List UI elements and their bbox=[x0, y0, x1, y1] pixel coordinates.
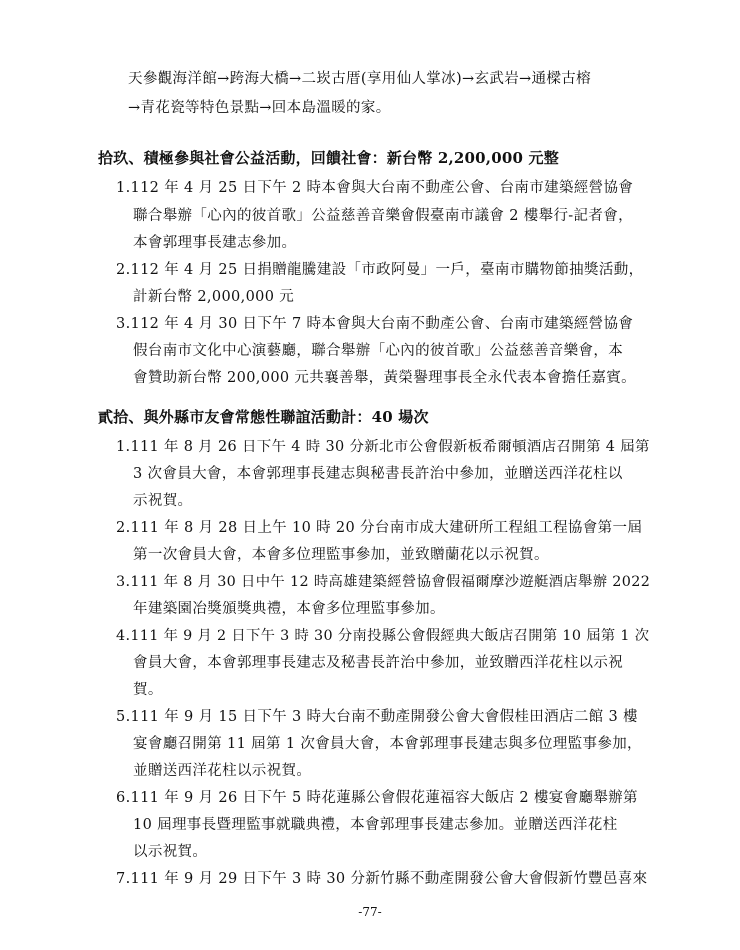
intro-line-1: 天參觀海洋館→跨海大橋→二崁古厝(享用仙人掌冰)→玄武岩→通樑古榕 bbox=[128, 71, 591, 87]
s20-item-4-line-3: 賀。 bbox=[133, 682, 163, 698]
s20-item-6-line-3: 以示祝賀。 bbox=[133, 844, 208, 860]
s20-item-5-line-1: 5.111 年 9 月 15 日下午 3 時大台南不動產開發公會大會假桂田酒店二館 3 樓 bbox=[116, 709, 638, 725]
s19-item-1-line-2: 聯合舉辦「心內的彼首歌」公益慈善音樂會假臺南市議會 2 樓舉行-記者會， bbox=[133, 208, 633, 224]
s20-item-2-line-2: 第一次會員大會，本會多位理監事參加，並致贈蘭花以示祝賀。 bbox=[133, 547, 549, 563]
s20-item-6-line-2: 10 屆理事長暨理監事就職典禮，本會郭理事長建志參加。並贈送西洋花柱 bbox=[133, 817, 618, 833]
s19-item-3-line-2: 假台南市文化中心演藝廳，聯合舉辦「心內的彼首歌」公益慈善音樂會，本 bbox=[133, 343, 624, 359]
s19-item-2-line-2: 計新台幣 2,000,000 元 bbox=[133, 289, 295, 305]
s19-item-1-line-3: 本會郭理事長建志參加。 bbox=[133, 235, 297, 251]
s20-item-3-line-1: 3.111 年 8 月 30 日中午 12 時高雄建築經營協會假福爾摩沙遊艇酒店舉辦 2022 bbox=[116, 574, 651, 590]
s20-item-5-line-2: 宴會廳召開第 11 屆第 1 次會員大會，本會郭理事長建志與多位理監事參加， bbox=[133, 736, 642, 752]
s20-item-4-line-2: 會員大會，本會郭理事長建志及秘書長許治中參加，並致贈西洋花柱以示祝 bbox=[133, 655, 624, 671]
s20-item-6-line-1: 6.111 年 9 月 26 日下午 5 時花蓮縣公會假花蓮福容大飯店 2 樓宴會廳舉辦第 bbox=[116, 790, 638, 806]
s19-item-3-line-3: 會贊助新台幣 200,000 元共襄善舉，黃榮譽理事長全永代表本會擔任嘉賓。 bbox=[133, 370, 636, 386]
s20-item-2-line-1: 2.111 年 8 月 28 日上午 10 時 20 分台南市成大建研所工程組工程協會第一屆 bbox=[116, 520, 643, 536]
s19-item-1-line-1: 1.112 年 4 月 25 日下午 2 時本會與大台南不動產公會、台南市建築經營協會 bbox=[116, 180, 634, 196]
s19-item-2-line-1: 2.112 年 4 月 25 日捐贈龍騰建設「市政阿曼」一戶，臺南市購物節抽獎活動， bbox=[116, 262, 644, 278]
s20-item-1-line-3: 示祝賀。 bbox=[133, 493, 193, 509]
page-number: -77- bbox=[358, 905, 382, 919]
s19-item-3-line-1: 3.112 年 4 月 30 日下午 7 時本會與大台南不動產公會、台南市建築經營協會 bbox=[116, 316, 634, 332]
section-20-heading: 貳拾、與外縣市友會常態性聯誼活動計：40 場次 bbox=[98, 408, 429, 426]
s20-item-4-line-1: 4.111 年 9 月 2 日下午 3 時 30 分南投縣公會假經典大飯店召開第 10 屆第 1 次 bbox=[116, 628, 650, 644]
s20-item-1-line-1: 1.111 年 8 月 26 日下午 4 時 30 分新北市公會假新板希爾頓酒店召開第 4 屆第 bbox=[116, 439, 650, 455]
s20-item-7-line-1: 7.111 年 9 月 29 日下午 3 時 30 分新竹縣不動產開發公會大會假新竹豐邑喜來 bbox=[116, 871, 648, 887]
s20-item-3-line-2: 年建築園冶獎頒獎典禮，本會多位理監事參加。 bbox=[133, 601, 445, 617]
section-19-heading: 拾玖、積極參與社會公益活動，回饋社會：新台幣 2,200,000 元整 bbox=[98, 149, 559, 167]
s20-item-5-line-3: 並贈送西洋花柱以示祝賀。 bbox=[133, 763, 312, 779]
s20-item-1-line-2: 3 次會員大會，本會郭理事長建志與秘書長許治中參加，並贈送西洋花柱以 bbox=[133, 466, 623, 482]
intro-line-2: →青花瓷等特色景點→回本島溫暖的家。 bbox=[128, 100, 391, 116]
